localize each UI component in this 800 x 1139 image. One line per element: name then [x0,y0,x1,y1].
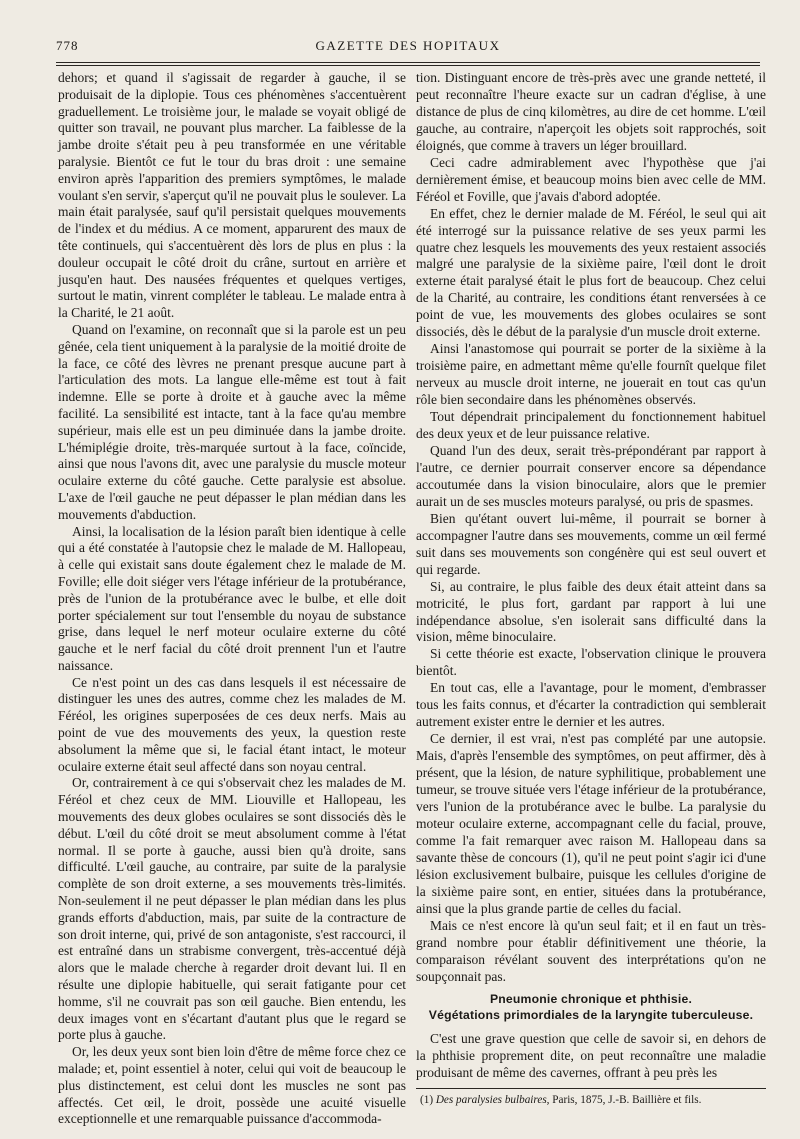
paragraph: Or, les deux yeux sont bien loin d'être de même force chez ce malade; et, point essentiel à noter, celui qui voit de beaucoup le plus distinctement, est celui dont les muscles ne sont pas affectés. Cet œil, le droit, possède une acuité visuelle exceptionnelle et une remarquable puissance d'accommoda- [58,1044,406,1127]
footnote-marker: (1) [420,1094,434,1107]
right-column [416,70,766,1108]
paragraph: Tout dépendrait principalement du fonctionnement habituel des deux yeux et de leur puissance relative. [416,409,766,442]
section-heading-line-2: Végétations primordiales de la laryngite tuberculeuse. [428,1008,754,1023]
left-column [58,70,406,1128]
paragraph: Ainsi l'anastomose qui pourrait se porter de la sixième à la troisième paire, en admettant même qu'elle fournît quelque filet nerveux au muscle droit interne, ne jouerait en tout cas qu'un rôle bien secondaire dans les phénomènes observés. [416,341,766,408]
paragraph: En effet, chez le dernier malade de M. Féréol, le seul qui ait été interrogé sur la puissance relative de ses yeux parmi les quatre chez lesquels les mouvements des yeux restaient associés malgré une paralysie de la sixième paire, l'œil dont le droit externe était paralysé était le plus fort de beaucoup. Chez celui de la Charité, au contraire, les conditions étant renversées à ce point de vue, les mouvements des globes oculaires se sont dissociés, dès le début de la paralysie d'un muscle droit externe. [416,205,766,340]
paragraph: Si, au contraire, le plus faible des deux était atteint dans sa motricité, le plus fort, gardant par rapport à lui une indépendance absolue, s'en isolerait sans difficulté dans la vision, même binoculaire. [416,578,766,645]
section-heading [416,991,766,1023]
page-header [56,34,760,56]
paragraph: Ce n'est point un des cas dans lesquels il est nécessaire de distinguer les unes des autres, comme chez les malades de M. Féréol, les origines superposées de ces deux nerfs. Mais au point de vue des mouvements des yeux, la question reste absolument la même que si, le facial étant intact, le moteur oculaire externe était seul affecté dans son noyau central. [58,674,406,774]
header-rule-top [56,62,760,63]
right-column-body [416,70,766,985]
paragraph: Ceci cadre admirablement avec l'hypothèse que j'ai dernièrement émise, et beaucoup moins bien avec celle de MM. Féréol et Foville, que j'avais d'abord adoptée. [416,154,766,204]
paragraph: Ainsi, la localisation de la lésion paraît bien identique à celle qui a été constatée à l'autopsie chez le malade de M. Hallopeau, à celle qui existait sans doute également chez le malade de M. Foville; elle doit siéger vers l'étage inférieur de la protubérance, près de l'union de la protubérance avec le bulbe, et elle doit porter spécialement sur tout l'ensemble du noyau de substance grise, dans lequel le nerf moteur oculaire externe du côté gauche et le nerf facial du côté droit prennent l'un et l'autre naissance. [58,523,406,673]
journal-title: GAZETTE DES HOPITAUX [315,38,501,53]
paragraph: Mais ce n'est encore là qu'un seul fait; et il en faut un très-grand nombre pour établir définitivement une théorie, la comparaison révélant souvent des interprétations qu'on ne soupçonnait pas. [416,917,766,984]
paragraph: Bien qu'étant ouvert lui-même, il pourrait se borner à accompagner l'autre dans ses mouvements, comme un œil fermé suit dans ses mouvements son congénère qui est seul ouvert et qui regarde. [416,510,766,577]
paragraph: Quand l'un des deux, serait très-prépondérant par rapport à l'autre, ce dernier pourrait conserver encore sa dépendance accoutumée dans la vision binoculaire, alors que le premier aurait un de ses muscles moteurs paralysé, ou pris de spasmes. [416,442,766,509]
paragraph: Ce dernier, il est vrai, n'est pas complété par une autopsie. Mais, d'après l'ensemble des symptômes, on peut affirmer, dès à présent, que la lésion, de nature syphilitique, probablement une tumeur, se trouve située vers l'étage inférieur de la protubérance, vers l'union de la protubérance avec le bulbe. La paralysie du moteur oculaire externe, accompagnant celle du facial, prouve, comme l'a fait remarquer avec raison M. Hallopeau dans sa savante thèse de concours (1), qu'il ne peut point s'agir ici d'une lésion exclusivement bulbaire, puisque les cellules d'origine de la sixième paire sont, en entier, situées dans la protubérance, ainsi que la plus grande partie de celles du facial. [416,731,766,916]
footnote-title: Des paralysies bulbaires, [435,1094,550,1107]
paragraph: C'est une grave question que celle de savoir si, en dehors de la phthisie proprement dite, on peut reconnaître une maladie produisant de même des cavernes, offrant à peu près les [416,1031,766,1081]
paragraph: En tout cas, elle a l'avantage, pour le moment, d'embrasser tous les faits connus, et d'écarter la contradiction qui semblerait autrement exister entre le dernier et les autres. [416,680,766,730]
paragraph: Si cette théorie est exacte, l'observation clinique le prouvera bientôt. [416,646,766,679]
footnote-rule [416,1088,766,1089]
page-number: 778 [56,38,79,53]
right-column-body-2 [416,1031,766,1082]
footnote-rest: Paris, 1875, J.-B. Baillière et fils. [552,1094,702,1107]
section-heading-line-1: Pneumonie chronique et phthisie. [489,992,693,1007]
footnote [416,1093,766,1108]
paragraph: tion. Distinguant encore de très-près avec une grande netteté, il peut reconnaître l'heure exacte sur un cadran d'église, à une distance de plus de cinq kilomètres, au dire de cet homme. L'œil gauche, au contraire, n'aperçoit les objets soit rapprochés, soit éloignés, que comme à travers un léger brouillard. [416,70,766,153]
paragraph: dehors; et quand il s'agissait de regarder à gauche, il se produisait de la diplopie. Tous ces phénomènes s'accentuèrent graduellement. Le troisième jour, le malade se voyait obligé de quitter son travail, ne pouvant plus marcher. La faiblesse de la jambe droite s'était peu à peu transformée en une véritable paralysie. Bientôt ce fut le tour du bras droit : une semaine environ après l'apparition des premiers symptômes, le malade voulant s'en servir, s'aperçut qu'il ne pouvait plus le soulever. La main était paralysée, sauf qu'il persistait quelques mouvements de l'index et du médius. A ce moment, apparurent des maux de tête continuels, qui s'accentuèrent dès lors de plus en plus : la douleur occupait le côté droit du crâne, surtout en arrière et jusqu'en haut. Des nausées fréquentes et quelques vertiges, surtout le matin, vinrent compléter le tableau. Le malade entra à la Charité, le 21 août. [58,70,406,321]
header-rule-bottom [56,65,760,66]
paragraph: Or, contrairement à ce qui s'observait chez les malades de M. Féréol et chez ceux de MM. Liouville et Hallopeau, les mouvements des deux globes oculaires se sont dissociés dès le début. L'œil du côté droit se meut absolument comme à l'état normal. Il se porte à gauche, aussi bien qu'à droite, sans difficulté. L'œil gauche, au contraire, par suite de la paralysie complète de son droit externe, a ses mouvements très-limités. Non-seulement il ne peut dépasser le plan médian dans les plus grands efforts d'abduction, mais, par suite de la contracture de son droit interne, qui, privé de son antagoniste, s'est raccourci, il est entraîné dans un strabisme convergent, très-accentué déjà alors que le malade cherche à regarder droit devant lui. Il en résulte une diplopie habituelle, qui serait fatigante pour cet homme, s'il ne couvrait pas son œil gauche. Bien entendu, les deux images vont en s'écartant d'autant plus que le regard se porte plus à gauche. [58,775,406,1043]
paragraph: Quand on l'examine, on reconnaît que si la parole est un peu gênée, cela tient uniquement à la paralysie de la moitié droite de la face, ce côté des lèvres ne prenant presque aucune part à l'articulation des mots. La langue elle-même est tout à fait indemne. Elle se porte à droite et à gauche avec la même facilité. La sensibilité est intacte, tant à la face qu'au membre supérieur, mais elle est un peu diminuée dans la jambe droite. L'hémiplégie droite, très-marquée surtout à la face, coïncide, ainsi que nous l'avons dit, avec une paralysie du muscle moteur oculaire externe du côté gauche. Cette paralysie est absolue. L'axe de l'œil gauche ne peut dépasser le plan médian dans les mouvements d'abduction. [58,321,406,522]
